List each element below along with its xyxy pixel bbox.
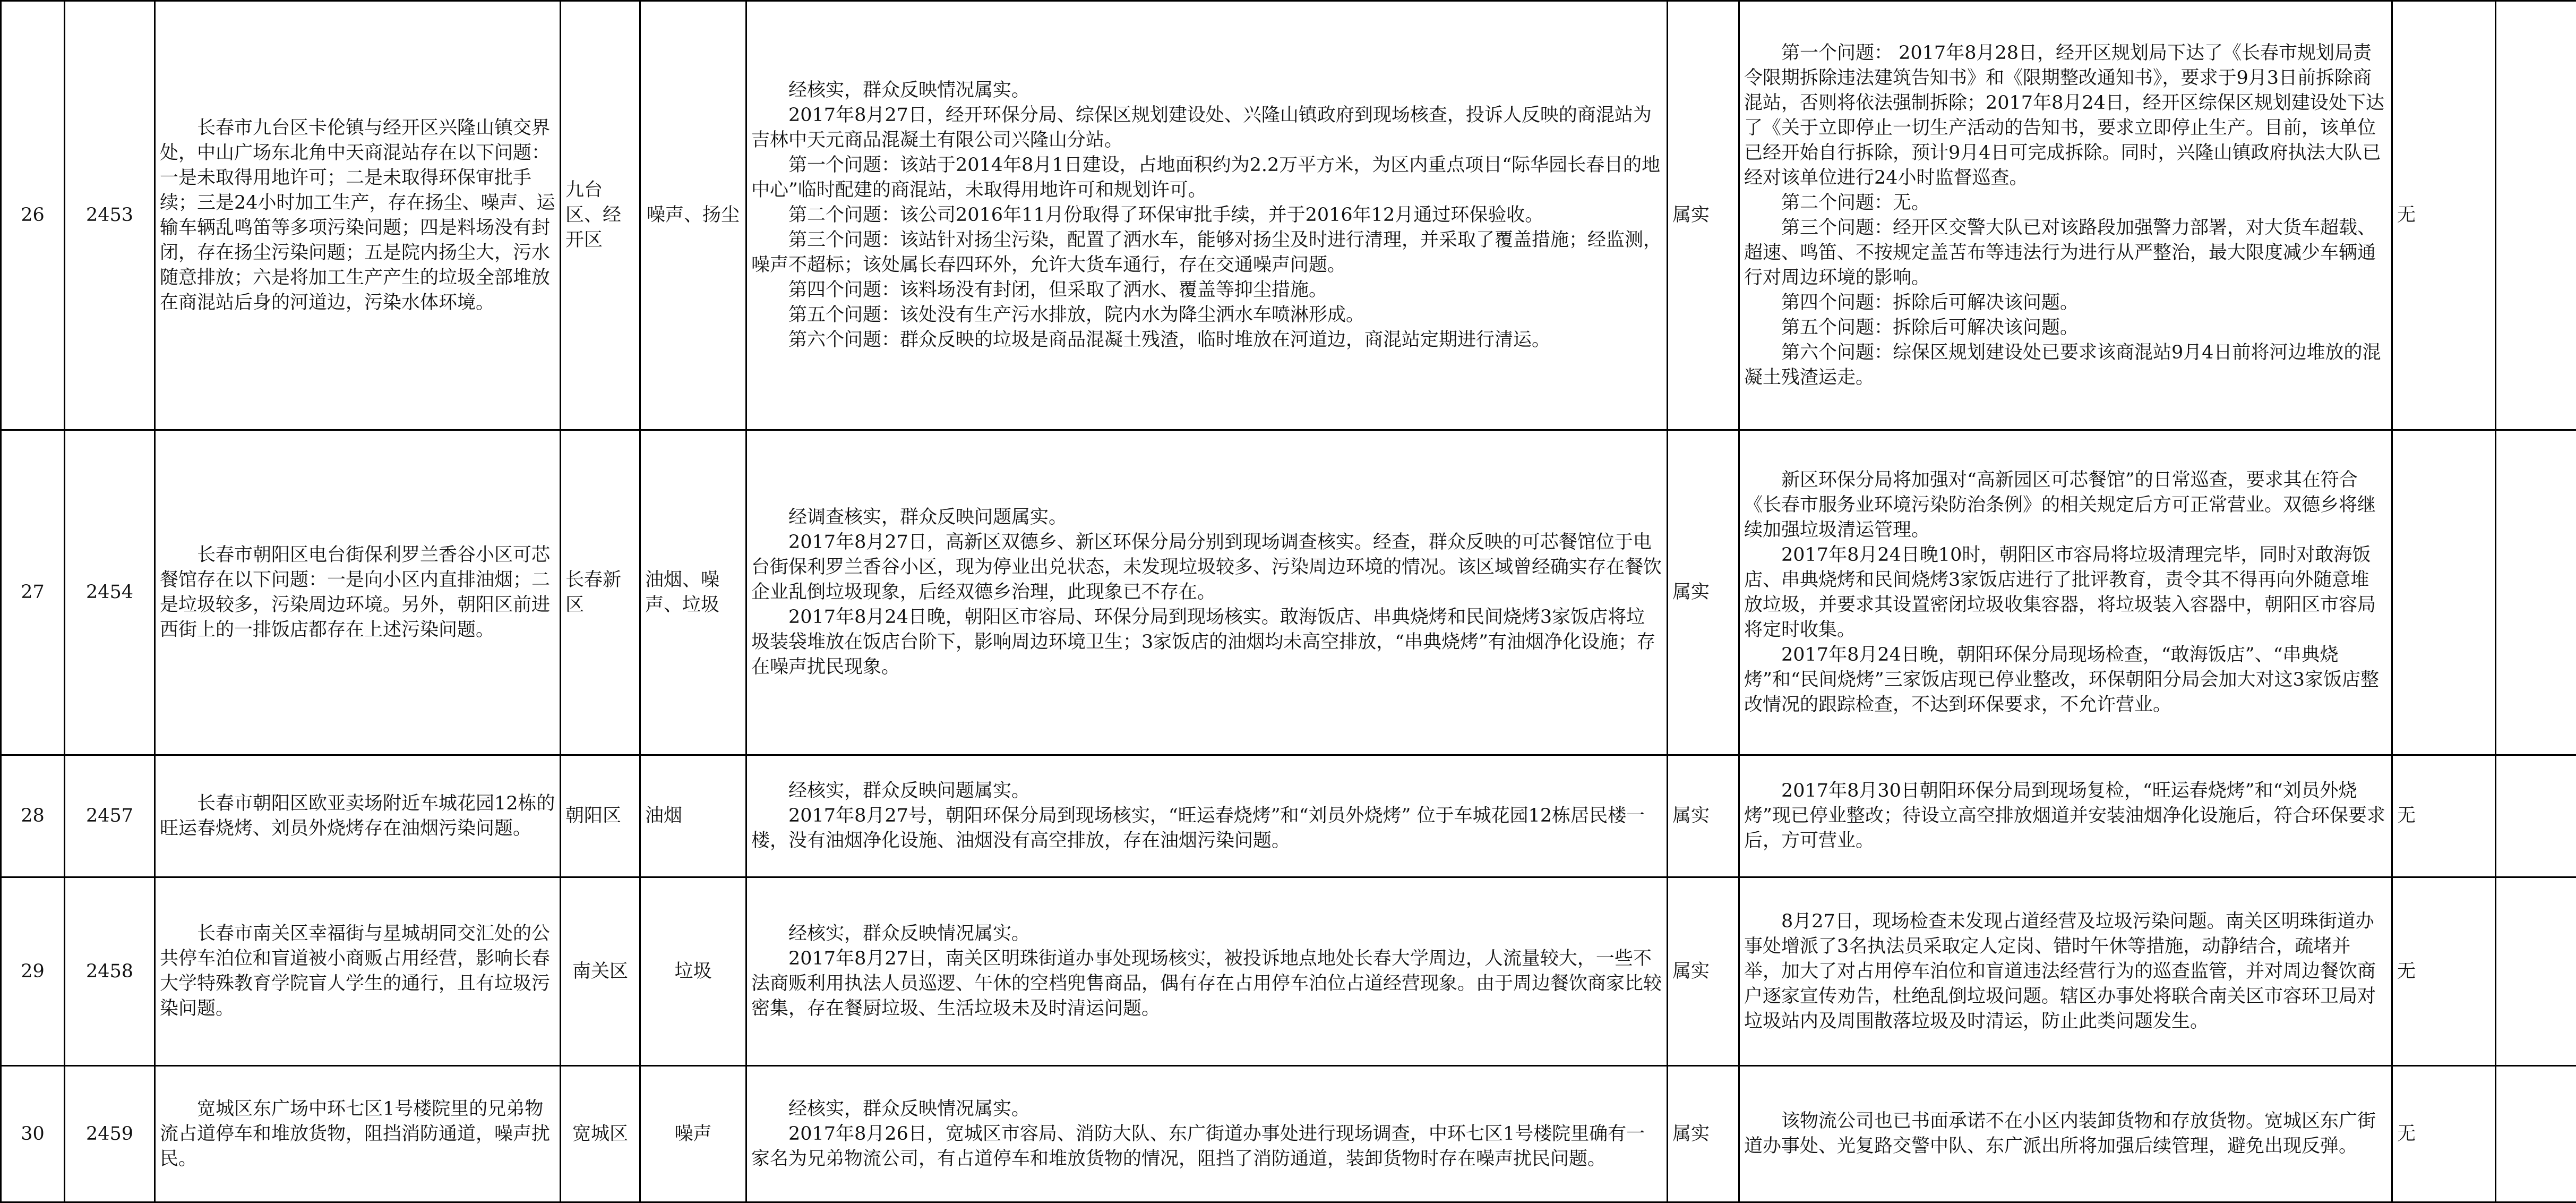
- handling-cell-paragraph: 2017年8月30日朝阳环保分局到现场复检，“旺运春烧烤”和“刘员外烧烤”现已停业整改；待设立高空排放烟道并安装油烟净化设施后，符合环保要求后，方可营业。: [1744, 779, 2387, 854]
- table-row: [1, 755, 2576, 877]
- handling-cell: [1739, 1, 2392, 430]
- accountability-cell: 无: [2392, 1066, 2496, 1202]
- row-number-cell: 29: [1, 877, 65, 1066]
- handling-cell-paragraph: 第四个问题：拆除后可解决该问题。: [1744, 291, 2387, 315]
- investigation-cell-paragraph: 2017年8月26日，宽城区市容局、消防大队、东广街道办事处进行现场调查，中环七区1号楼院里确有一家名为兄弟物流公司，有占道停车和堆放货物的情况，阻挡了消防通道，装卸货物时存在噪声扰民问题。: [751, 1122, 1662, 1172]
- category-cell: 噪声、扬尘: [640, 1, 746, 430]
- complaint-cell: [155, 1, 561, 430]
- row-number-cell: 26: [1, 1, 65, 430]
- complaint-cell: [155, 1066, 561, 1202]
- category-cell: 垃圾: [640, 877, 746, 1066]
- investigation-cell-paragraph: 2017年8月27日，高新区双德乡、新区环保分局分别到现场调查核实。经查，群众反映的可芯餐馆位于电台街保利罗兰香谷小区，现为停业出兑状态，未发现垃圾较多、污染周边环境的情况。该区域曾经确实存在餐饮企业乱倒垃圾现象，后经双德乡治理，此现象已不存在。: [751, 530, 1662, 605]
- investigation-cell-paragraph: 经核实，群众反映情况属实。: [751, 922, 1662, 946]
- verdict-cell: 属实: [1668, 1066, 1739, 1202]
- category-cell: 油烟、噪声、垃圾: [640, 430, 746, 755]
- complaint-cell: [155, 430, 561, 755]
- investigation-cell-paragraph: 第四个问题：该料场没有封闭，但采取了洒水、覆盖等抑尘措施。: [751, 278, 1662, 303]
- investigation-cell-paragraph: 经核实，群众反映问题属实。: [751, 779, 1662, 804]
- district-cell: 九台区、经开区: [561, 1, 640, 430]
- complaint-text: 长春市朝阳区欧亚卖场附近车城花园12栋的旺运春烧烤、刘员外烧烤存在油烟污染问题。: [160, 791, 555, 841]
- handling-cell-paragraph: 第一个问题： 2017年8月28日，经开区规划局下达了《长春市规划局责令限期拆除违法建筑告知书》和《限期整改通知书》，要求于9月3日前拆除商混站，否则将依法强制拆除；2017年8月24日，经开区综保区规划建设处下达了《关于立即停止一切生产活动的告知书，要求立即停止生产。目前，该单位已经开始自行拆除，预计9月4日可完成拆除。同时，兴隆山镇政府执法大队已经对该单位进行24小时监督巡查。: [1744, 41, 2387, 191]
- investigation-cell-paragraph: 第三个问题：该站针对扬尘污染，配置了洒水车，能够对扬尘及时进行清理，并采取了覆盖措施；经监测，噪声不超标；该处属长春四环外，允许大货车通行，存在交通噪声问题。: [751, 228, 1662, 278]
- district-cell: 朝阳区: [561, 755, 640, 877]
- handling-cell-paragraph: 2017年8月24日晚10时，朝阳区市容局将垃圾清理完毕，同时对敢海饭店、串典烧烤和民间烧烤3家饭店进行了批评教育，责令其不得再向外随意堆放垃圾，并要求其设置密闭垃圾收集容器，将垃圾装入容器中，朝阳区市容局将定时收集。: [1744, 543, 2387, 643]
- remarks-cell: [2496, 877, 2576, 1066]
- accountability-cell: 无: [2392, 877, 2496, 1066]
- handling-cell: [1739, 430, 2392, 755]
- case-id-cell: 2459: [65, 1066, 155, 1202]
- handling-cell-paragraph: 第五个问题：拆除后可解决该问题。: [1744, 315, 2387, 340]
- district-cell: 宽城区: [561, 1066, 640, 1202]
- complaint-text: 长春市朝阳区电台街保利罗兰香谷小区可芯餐馆存在以下问题：一是向小区内直排油烟；二是垃圾较多，污染周边环境。另外，朝阳区前进西街上的一排饭店都存在上述污染问题。: [160, 543, 555, 643]
- handling-cell-paragraph: 8月27日，现场检查未发现占道经营及垃圾污染问题。南关区明珠街道办事处增派了3名执法员采取定人定岗、错时午休等措施，动静结合，疏堵并举，加大了对占用停车泊位和盲道违法经营行为的巡查监管，并对周边餐饮商户逐家宣传劝告，杜绝乱倒垃圾问题。辖区办事处将联合南关区市容环卫局对垃圾站内及周围散落垃圾及时清运，防止此类问题发生。: [1744, 909, 2387, 1034]
- district-cell: 南关区: [561, 877, 640, 1066]
- row-number-cell: 28: [1, 755, 65, 877]
- category-cell: 噪声: [640, 1066, 746, 1202]
- investigation-cell: [746, 877, 1668, 1066]
- remarks-cell: [2496, 1, 2576, 430]
- complaint-text: 宽城区东广场中环七区1号楼院里的兄弟物流占道停车和堆放货物，阻挡消防通道，噪声扰民。: [160, 1097, 555, 1172]
- investigation-cell-paragraph: 第二个问题：该公司2016年11月份取得了环保审批手续，并于2016年12月通过环保验收。: [751, 203, 1662, 228]
- investigation-cell-paragraph: 2017年8月27日，南关区明珠街道办事处现场核实，被投诉地点地处长春大学周边，人流量较大，一些不法商贩利用执法人员巡逻、午休的空档兜售商品，偶有存在占用停车泊位占道经营现象。由于周边餐饮商家比较密集，存在餐厨垃圾、生活垃圾未及时清运问题。: [751, 946, 1662, 1021]
- category-cell: 油烟: [640, 755, 746, 877]
- remarks-cell: [2496, 430, 2576, 755]
- investigation-cell: [746, 1, 1668, 430]
- row-number-cell: 30: [1, 1066, 65, 1202]
- case-id-cell: 2458: [65, 877, 155, 1066]
- complaint-cell: [155, 755, 561, 877]
- handling-cell-paragraph: 新区环保分局将加强对“高新园区可芯餐馆”的日常巡查，要求其在符合《长春市服务业环境污染防治条例》的相关规定后方可正常营业。双德乡将继续加强垃圾清运管理。: [1744, 468, 2387, 543]
- verdict-cell: 属实: [1668, 755, 1739, 877]
- handling-cell-paragraph: 第二个问题：无。: [1744, 191, 2387, 216]
- remarks-cell: [2496, 755, 2576, 877]
- handling-cell-paragraph: 该物流公司也已书面承诺不在小区内装卸货物和存放货物。宽城区东广街道办事处、光复路交警中队、东广派出所将加强后续管理，避免出现反弹。: [1744, 1109, 2387, 1159]
- investigation-cell-paragraph: 第五个问题：该处没有生产污水排放，院内水为降尘洒水车喷淋形成。: [751, 303, 1662, 328]
- district-cell: 长春新区: [561, 430, 640, 755]
- table-row: [1, 1066, 2576, 1202]
- handling-cell-paragraph: 2017年8月24日晚，朝阳环保分局现场检查，“敢海饭店”、“串典烧烤”和“民间烧烤”三家饭店现已停业整改，环保朝阳分局会加大对这3家饭店整改情况的跟踪检查，不达到环保要求，不允许营业。: [1744, 643, 2387, 718]
- verdict-cell: 属实: [1668, 1, 1739, 430]
- row-number-cell: 27: [1, 430, 65, 755]
- investigation-cell-paragraph: 2017年8月27号，朝阳环保分局到现场核实，“旺运春烧烤”和“刘员外烧烤” 位于车城花园12栋居民楼一楼，没有油烟净化设施、油烟没有高空排放，存在油烟污染问题。: [751, 804, 1662, 854]
- handling-cell: [1739, 755, 2392, 877]
- investigation-cell-paragraph: 第一个问题：该站于2014年8月1日建设，占地面积约为2.2万平方米，为区内重点项目“际华园长春目的地中心”临时配建的商混站，未取得用地许可和规划许可。: [751, 153, 1662, 203]
- table-row: [1, 877, 2576, 1066]
- handling-cell: [1739, 1066, 2392, 1202]
- handling-cell: [1739, 877, 2392, 1066]
- investigation-cell-paragraph: 2017年8月24日晚，朝阳区市容局、环保分局到现场核实。敢海饭店、串典烧烤和民间烧烤3家饭店将垃圾装袋堆放在饭店台阶下，影响周边环境卫生；3家饭店的油烟均未高空排放，“串典烧烤”有油烟净化设施；存在噪声扰民现象。: [751, 605, 1662, 680]
- investigation-cell-paragraph: 2017年8月27日，经开环保分局、综保区规划建设处、兴隆山镇政府到现场核查，投诉人反映的商混站为吉林中天元商品混凝土有限公司兴隆山分站。: [751, 103, 1662, 153]
- complaint-cell: [155, 877, 561, 1066]
- investigation-cell-paragraph: 经调查核实，群众反映问题属实。: [751, 505, 1662, 530]
- accountability-cell: 无: [2392, 755, 2496, 877]
- remarks-cell: [2496, 1066, 2576, 1202]
- table-row: [1, 1, 2576, 430]
- handling-cell-paragraph: 第三个问题：经开区交警大队已对该路段加强警力部署，对大货车超载、超速、鸣笛、不按规定盖苫布等违法行为进行从严整治，最大限度减少车辆通行对周边环境的影响。: [1744, 216, 2387, 291]
- verdict-cell: 属实: [1668, 877, 1739, 1066]
- complaint-text: 长春市九台区卡伦镇与经开区兴隆山镇交界处，中山广场东北角中天商混站存在以下问题：一是未取得用地许可；二是未取得环保审批手续；三是24小时加工生产，存在扬尘、噪声、运输车辆乱鸣笛等多项污染问题；四是料场没有封闭，存在扬尘污染问题；五是院内扬尘大，污水随意排放；六是将加工生产产生的垃圾全部堆放在商混站后身的河道边，污染水体环境。: [160, 116, 555, 315]
- case-id-cell: 2453: [65, 1, 155, 430]
- investigation-cell-paragraph: 经核实，群众反映情况属实。: [751, 1097, 1662, 1122]
- investigation-cell: [746, 755, 1668, 877]
- case-id-cell: 2454: [65, 430, 155, 755]
- investigation-cell: [746, 1066, 1668, 1202]
- investigation-cell-paragraph: 第六个问题：群众反映的垃圾是商品混凝土残渣，临时堆放在河道边，商混站定期进行清运。: [751, 328, 1662, 353]
- complaint-text: 长春市南关区幸福街与星城胡同交汇处的公共停车泊位和盲道被小商贩占用经营，影响长春大学特殊教育学院盲人学生的通行，且有垃圾污染问题。: [160, 922, 555, 1021]
- accountability-cell: 无: [2392, 1, 2496, 430]
- accountability-cell: [2392, 430, 2496, 755]
- handling-cell-paragraph: 第六个问题：综保区规划建设处已要求该商混站9月4日前将河边堆放的混凝土残渣运走。: [1744, 340, 2387, 390]
- investigation-cell-paragraph: 经核实，群众反映情况属实。: [751, 78, 1662, 103]
- verdict-cell: 属实: [1668, 430, 1739, 755]
- case-id-cell: 2457: [65, 755, 155, 877]
- investigation-cell: [746, 430, 1668, 755]
- table-row: [1, 430, 2576, 755]
